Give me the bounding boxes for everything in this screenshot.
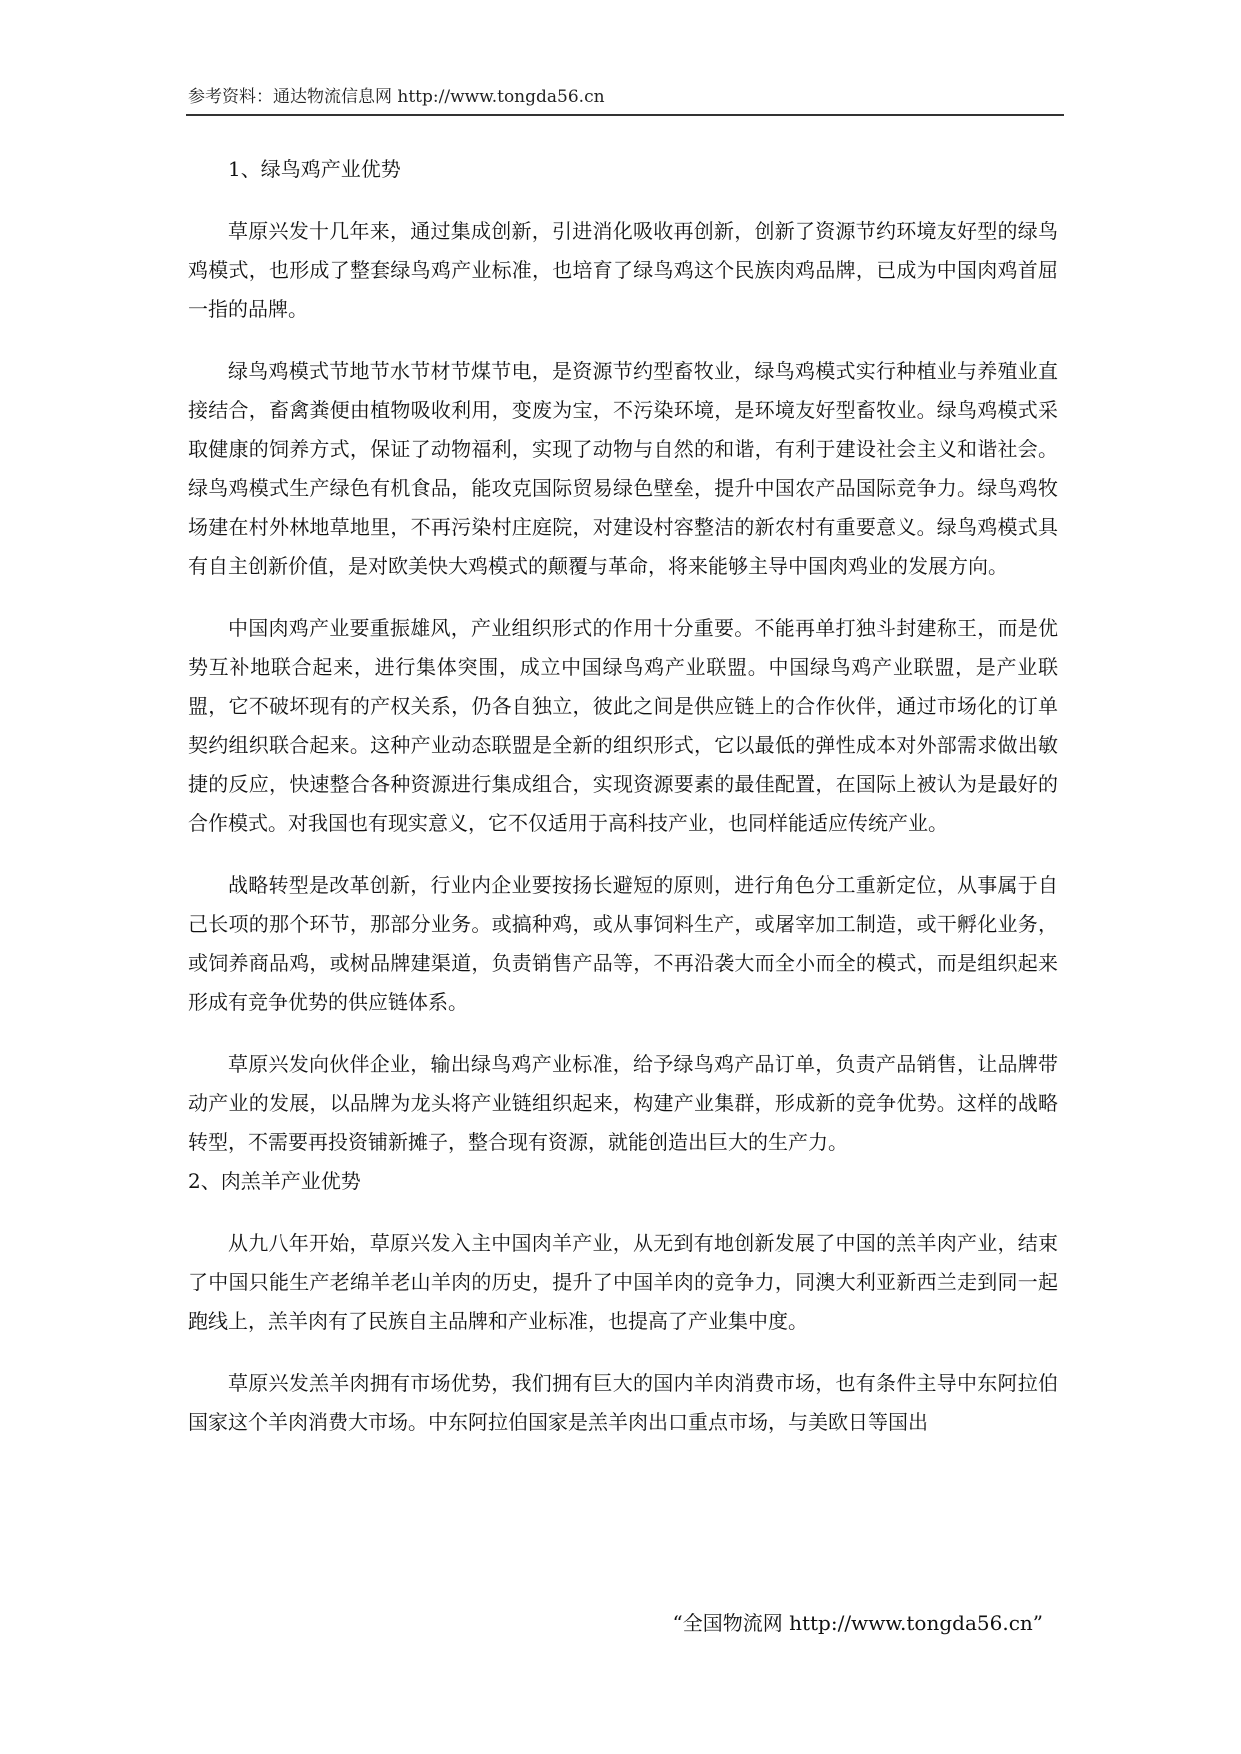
paragraph: 中国肉鸡产业要重振雄风，产业组织形式的作用十分重要。不能再单打独斗封建称王，而是优势互补地联合起来，进行集体突围，成立中国绿鸟鸡产业联盟。中国绿鸟鸡产业联盟，是产业联盟，它不破坏现有的产权关系，仍各自独立，彼此之间是供应链上的合作伙伴，通过市场化的订单契约组织联合起来。这种产业动态联盟是全新的组织形式，它以最低的弹性成本对外部需求做出敏捷的反应，快速整合各种资源进行集成组合，实现资源要素的最佳配置，在国际上被认为是最好的合作模式。对我国也有现实意义，它不仅适用于高科技产业，也同样能适应传统产业。 [188,616,1058,835]
section-heading-broiler: 1、绿鸟鸡产业优势 [228,157,401,181]
paragraph: 草原兴发十几年来，通过集成创新，引进消化吸收再创新，创新了资源节约环境友好型的绿鸟鸡模式，也形成了整套绿鸟鸡产业标准，也培育了绿鸟鸡这个民族肉鸡品牌，已成为中国肉鸡首屈一指的品牌。 [188,219,1058,321]
header-divider [186,114,1064,116]
paragraph: 草原兴发向伙伴企业，输出绿鸟鸡产业标准，给予绿鸟鸡产品订单，负责产品销售，让品牌带动产业的发展，以品牌为龙头将产业链组织起来，构建产业集群，形成新的竞争优势。这样的战略转型，不需要再投资铺新摊子，整合现有资源，就能创造出巨大的生产力。 [188,1052,1058,1154]
page-header: 参考资料：通达物流信息网 http://www.tongda56.cn [188,87,605,107]
paragraph: 从九八年开始，草原兴发入主中国肉羊产业，从无到有地创新发展了中国的羔羊肉产业，结束了中国只能生产老绵羊老山羊肉的历史，提升了中国羊肉的竞争力，同澳大利亚新西兰走到同一起跑线上，羔羊肉有了民族自主品牌和产业标准，也提高了产业集中度。 [188,1231,1058,1333]
section-heading-lamb: 2、肉羔羊产业优势 [188,1169,361,1193]
page-footer: “全国物流网 http://www.tongda56.cn” [672,1611,1043,1635]
paragraph: 草原兴发羔羊肉拥有市场优势，我们拥有巨大的国内羊肉消费市场，也有条件主导中东阿拉伯国家这个羊肉消费大市场。中东阿拉伯国家是羔羊肉出口重点市场，与美欧日等国出 [188,1371,1058,1434]
paragraph: 绿鸟鸡模式节地节水节材节煤节电，是资源节约型畜牧业，绿鸟鸡模式实行种植业与养殖业直接结合，畜禽粪便由植物吸收利用，变废为宝，不污染环境，是环境友好型畜牧业。绿鸟鸡模式采取健康的饲养方式，保证了动物福利，实现了动物与自然的和谐，有利于建设社会主义和谐社会。绿鸟鸡模式生产绿色有机食品，能攻克国际贸易绿色壁垒，提升中国农产品国际竞争力。绿鸟鸡牧场建在村外林地草地里，不再污染村庄庭院，对建设村容整洁的新农村有重要意义。绿鸟鸡模式具有自主创新价值，是对欧美快大鸡模式的颠覆与革命，将来能够主导中国肉鸡业的发展方向。 [188,359,1058,578]
paragraph: 战略转型是改革创新，行业内企业要按扬长避短的原则，进行角色分工重新定位，从事属于自己长项的那个环节，那部分业务。或搞种鸡，或从事饲料生产，或屠宰加工制造，或干孵化业务，或饲养商品鸡，或树品牌建渠道，负责销售产品等，不再沿袭大而全小而全的模式，而是组织起来形成有竞争优势的供应链体系。 [188,873,1058,1014]
document-body [188,150,1058,1442]
